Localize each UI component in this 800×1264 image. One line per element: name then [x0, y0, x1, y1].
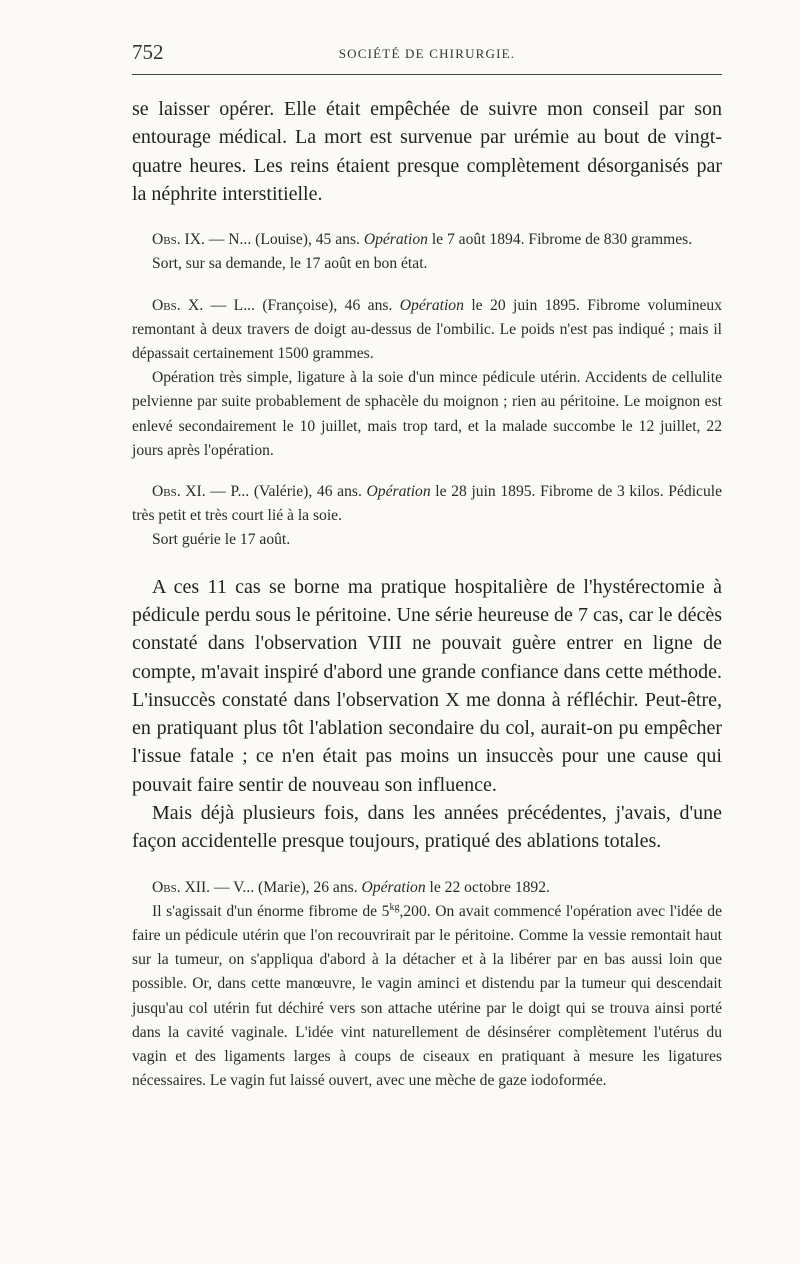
obs-text: X. — L... (Françoise), 46 ans.: [180, 296, 400, 314]
obs-italic: Opération: [399, 296, 464, 314]
page-body: [132, 95, 722, 1093]
observation-9-heading: [132, 228, 722, 252]
obs-label: Obs.: [152, 483, 181, 501]
observation-9-body: Sort, sur sa demande, le 17 août en bon état.: [152, 255, 428, 273]
paragraph-main-3: Mais déjà plusieurs fois, dans les années précédentes, j'avais, d'une façon accidentelle presque toujours, pratiqué des ablations totales.: [132, 802, 722, 853]
obs-text: le 7 août 1894. Fibrome de 830 grammes.: [427, 231, 693, 249]
observation-9: [132, 228, 722, 276]
observation-12-body: [132, 900, 722, 1094]
observation-11: [132, 480, 722, 553]
obs-text: le 20 juin 1895. Fibrome volumineux remontant à deux travers de doigt au-dessus de l'ombilic. Le poids n'est pas indiqué ; mais il dépassait certainement 1500 grammes.: [132, 296, 723, 362]
paragraph-main-2: A ces 11 cas se borne ma pratique hospitalière de l'hystérectomie à pédicule perdu sous le péritoine. Une série heureuse de 7 cas, car le décès constaté dans l'observation VIII ne pouvait guère entrer en ligne de compte, m'avait inspiré d'abord une grande confiance dans cette méthode. L'insuccès constaté dans l'observation X me donna à réfléchir. Peut-être, en pratiquant plus tôt l'ablation secondaire du col, aurait-on pu empêcher l'issue fatale ; ce n'en était pas moins un insuccès pour une cause qui pouvait faire sentir de nouveau son influence.: [132, 575, 722, 796]
observation-12: [132, 876, 722, 1094]
obs-italic: Opération: [361, 878, 426, 896]
header-rule: [132, 74, 722, 75]
obs-label: Obs.: [152, 296, 181, 314]
obs-italic: Opération: [363, 231, 428, 249]
page-header: [132, 40, 722, 74]
observation-12-heading: [132, 876, 722, 900]
page-number: 752: [132, 40, 164, 64]
unit-superscript: kg: [389, 901, 400, 913]
obs-text: le 22 octobre 1892.: [425, 878, 550, 896]
obs-text: XII. — V... (Marie), 26 ans.: [180, 878, 362, 896]
observation-10: [132, 294, 722, 463]
observation-10-heading: [132, 294, 722, 367]
obs-text: le 28 juin 1895. Fibrome de 3 kilos. Pédicule très petit et très court lié à la soie.: [132, 483, 722, 525]
obs-text: ,200. On avait commencé l'opération avec l'idée de faire un pédicule utérin que l'on recouvrirait par le péritoine. Comme la vessie remontait haut sur la tumeur, on s'appliqua d'abord à la détacher et à la libérer par en bas aussi loin que possible. Or, dans cette manœuvre, le vagin aminci et distendu par la tumeur qui descendait jusqu'au col utérin fut déchiré vers son attache utérine par le doigt qui se trouva ainsi porté dans la cavité vaginale. L'idée vint naturellement de désinsérer complètement l'utérus du vagin et des ligaments larges à coups de ciseaux en pratiquant à mesure les ligatures nécessaires. Le vagin fut laissé ouvert, avec une mèche de gaze iodoformée.: [132, 902, 722, 1090]
obs-label: Obs.: [152, 231, 181, 249]
obs-italic: Opération: [366, 483, 431, 501]
running-title: SOCIÉTÉ DE CHIRURGIE.: [338, 46, 516, 61]
observation-11-heading: [132, 480, 722, 528]
obs-label: Obs.: [152, 878, 181, 896]
observation-11-body: Sort guérie le 17 août.: [152, 531, 291, 549]
paragraph-continuation: se laisser opérer. Elle était empêchée de suivre mon conseil par son entourage médical. La mort est survenue par urémie au bout de vingt-quatre heures. Les reins étaient presque complètement désorganisés par la néphrite interstitielle.: [132, 98, 722, 205]
obs-text: XI. — P... (Valérie), 46 ans.: [180, 483, 367, 501]
obs-text: Il s'agissait d'un énorme fibrome de 5: [152, 902, 390, 920]
obs-text: IX. — N... (Louise), 45 ans.: [180, 231, 364, 249]
observation-10-body: Opération très simple, ligature à la soie d'un mince pédicule utérin. Accidents de cellulite pelvienne par suite probablement de sphacèle du moignon ; rien au péritoine. Le moignon est enlevé secondairement le 10 juillet, mais trop tard, et la malade succombe le 12 juillet, 22 jours après l'opération.: [132, 369, 722, 459]
